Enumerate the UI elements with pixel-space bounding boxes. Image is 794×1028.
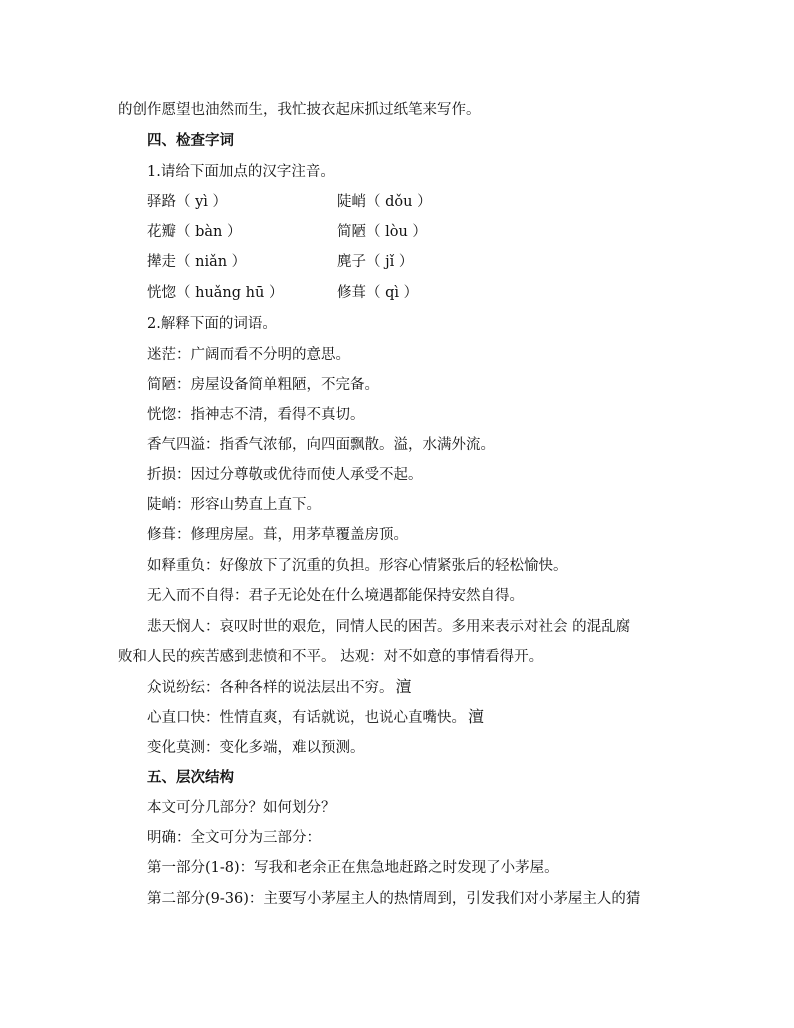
definition-item: 陡峭：形容山势直上直下。 — [147, 497, 321, 513]
pinyin-item: 恍惚（ huǎng hū ） — [147, 285, 284, 301]
pinyin-item: 简陋（ lòu ） — [337, 224, 427, 240]
pinyin-item: 撵走（ niǎn ） — [147, 254, 247, 270]
definition-long-line-2: 败和人民的疾苦感到悲愤和不平。 达观：对不如意的事情看得开。 — [118, 649, 544, 665]
structure-part-1: 第一部分(1-8)：写我和老余正在焦急地赶路之时发现了小茅屋。 — [147, 860, 559, 876]
definition-long-line-1: 悲天悯人：哀叹时世的艰危，同情人民的困苦。多用来表示对社会 的混乱腐 — [147, 619, 631, 635]
pinyin-item: 陡峭（ dǒu ） — [337, 194, 432, 210]
definition-item: 折损：因过分尊敬或优待而使人承受不起。 — [147, 467, 423, 483]
pinyin-item: 驿路（ yì ） — [147, 194, 228, 210]
definition-item: 无入而不自得：君子无论处在什么境遇都能保持安然自得。 — [147, 588, 524, 604]
definition-text: 心直口快：性情直爽，有话就说，也说心直嘴快。 — [147, 710, 466, 726]
definition-item: 香气四溢：指香气浓郁，向四面飘散。溢，水满外流。 — [147, 437, 495, 453]
stray-glyph: 澶 — [468, 707, 485, 726]
definition-item — [147, 677, 412, 698]
definition-item: 简陋：房屋设备简单粗陋，不完备。 — [147, 377, 379, 393]
definition-item: 如释重负：好像放下了沉重的负担。形容心情紧张后的轻松愉快。 — [147, 558, 568, 574]
pinyin-item: 修葺（ qì ） — [337, 285, 419, 301]
section-heading-5: 五、层次结构 — [147, 769, 234, 786]
pinyin-row — [147, 252, 467, 272]
structure-question: 本文可分几部分？如何划分？ — [147, 800, 336, 816]
structure-part-2: 第二部分(9-36)：主要写小茅屋主人的热情周到，引发我们对小茅屋主人的猜 — [147, 891, 641, 907]
definition-item: 修葺：修理房屋。葺，用茅草覆盖房顶。 — [147, 527, 408, 543]
definition-item: 恍惚：指神志不清，看得不真切。 — [147, 407, 365, 423]
pinyin-item: 花瓣（ bàn ） — [147, 224, 242, 240]
definition-item: 变化莫测：变化多端，难以预测。 — [147, 740, 365, 756]
definition-item — [147, 707, 484, 728]
question-1: 1.请给下面加点的汉字注音。 — [147, 164, 335, 180]
definition-text: 众说纷纭：各种各样的说法层出不穷。 — [147, 680, 394, 696]
pinyin-row — [147, 192, 467, 212]
stray-glyph: 澶 — [395, 677, 412, 696]
intro-line: 的创作愿望也油然而生，我忙披衣起床抓过纸笔来写作。 — [118, 102, 481, 118]
question-2: 2.解释下面的词语。 — [147, 316, 277, 332]
definition-item: 迷茫：广阔而看不分明的意思。 — [147, 347, 350, 363]
pinyin-row — [147, 222, 467, 242]
structure-answer: 明确：全文可分为三部分： — [147, 830, 321, 846]
pinyin-row — [147, 283, 467, 303]
pinyin-item: 麂子（ jǐ ） — [337, 254, 414, 270]
section-heading-4: 四、检查字词 — [147, 132, 234, 149]
